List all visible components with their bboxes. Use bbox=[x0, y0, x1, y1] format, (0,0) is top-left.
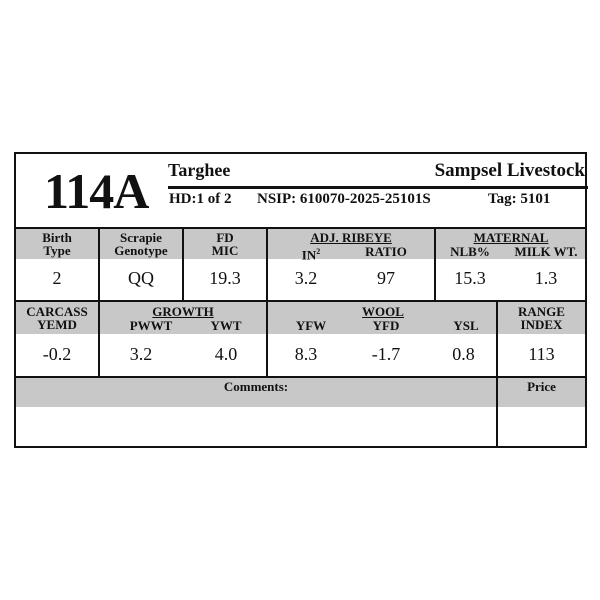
nsip-id: NSIP: 610070-2025-25101S bbox=[257, 191, 431, 207]
scrapie-label: Scrapie Genotype bbox=[114, 230, 168, 258]
range-index-label: RANGE INDEX bbox=[518, 304, 565, 332]
fd-mic-label: FD MIC bbox=[211, 230, 239, 258]
scrapie-value: QQ bbox=[128, 268, 154, 288]
divider bbox=[266, 300, 268, 376]
yfw-label: YFW bbox=[295, 318, 327, 333]
ribeye-group-label: ADJ. RIBEYE bbox=[310, 230, 392, 245]
ysl-label: YSL bbox=[453, 318, 479, 333]
in2-value: 3.2 bbox=[294, 268, 318, 288]
milk-wt-value: 1.3 bbox=[534, 268, 558, 288]
divider bbox=[434, 227, 436, 300]
lot-number: 114A bbox=[44, 163, 149, 219]
divider bbox=[266, 227, 268, 300]
head-count: HD:1 of 2 bbox=[169, 191, 232, 207]
lot-card bbox=[14, 152, 587, 448]
carcass-value: -0.2 bbox=[42, 344, 72, 364]
header-underline bbox=[168, 186, 588, 189]
birth-type-label: Birth Type bbox=[42, 230, 72, 258]
ratio-value: 97 bbox=[377, 268, 395, 288]
in2-label: $IN^2$ bbox=[301, 247, 321, 263]
milk-wt-label: MILK WT. bbox=[514, 244, 578, 259]
yfd-label: YFD bbox=[372, 318, 400, 333]
divider bbox=[98, 227, 100, 300]
growth-group-label: GROWTH bbox=[152, 304, 214, 319]
maternal-group-label: MATERNAL bbox=[473, 230, 549, 245]
breed: Targhee bbox=[168, 160, 231, 180]
fd-mic-value: 19.3 bbox=[209, 268, 241, 288]
seller-name: Sampsel Livestock bbox=[434, 160, 585, 181]
divider bbox=[98, 300, 100, 376]
ywt-label: YWT bbox=[210, 318, 242, 333]
yfw-value: 8.3 bbox=[294, 344, 318, 364]
pwwt-value: 3.2 bbox=[129, 344, 153, 364]
pwwt-label: PWWT bbox=[129, 318, 173, 333]
divider bbox=[496, 376, 498, 446]
ywt-value: 4.0 bbox=[214, 344, 238, 364]
range-index-value: 113 bbox=[528, 344, 555, 364]
divider bbox=[496, 300, 498, 376]
divider bbox=[182, 227, 184, 300]
ysl-value: 0.8 bbox=[452, 344, 475, 364]
nlb-label: NLB% bbox=[450, 244, 490, 259]
nlb-value: 15.3 bbox=[454, 268, 486, 288]
ratio-label: RATIO bbox=[365, 244, 407, 259]
price-label: Price bbox=[527, 379, 556, 394]
carcass-label: CARCASS YEMD bbox=[26, 304, 88, 332]
comments-label: Comments: bbox=[223, 379, 289, 394]
wool-group-label: WOOL bbox=[362, 304, 404, 319]
tag-number: Tag: 5101 bbox=[488, 191, 551, 207]
yfd-value: -1.7 bbox=[371, 344, 401, 364]
birth-type-value: 2 bbox=[52, 268, 62, 288]
